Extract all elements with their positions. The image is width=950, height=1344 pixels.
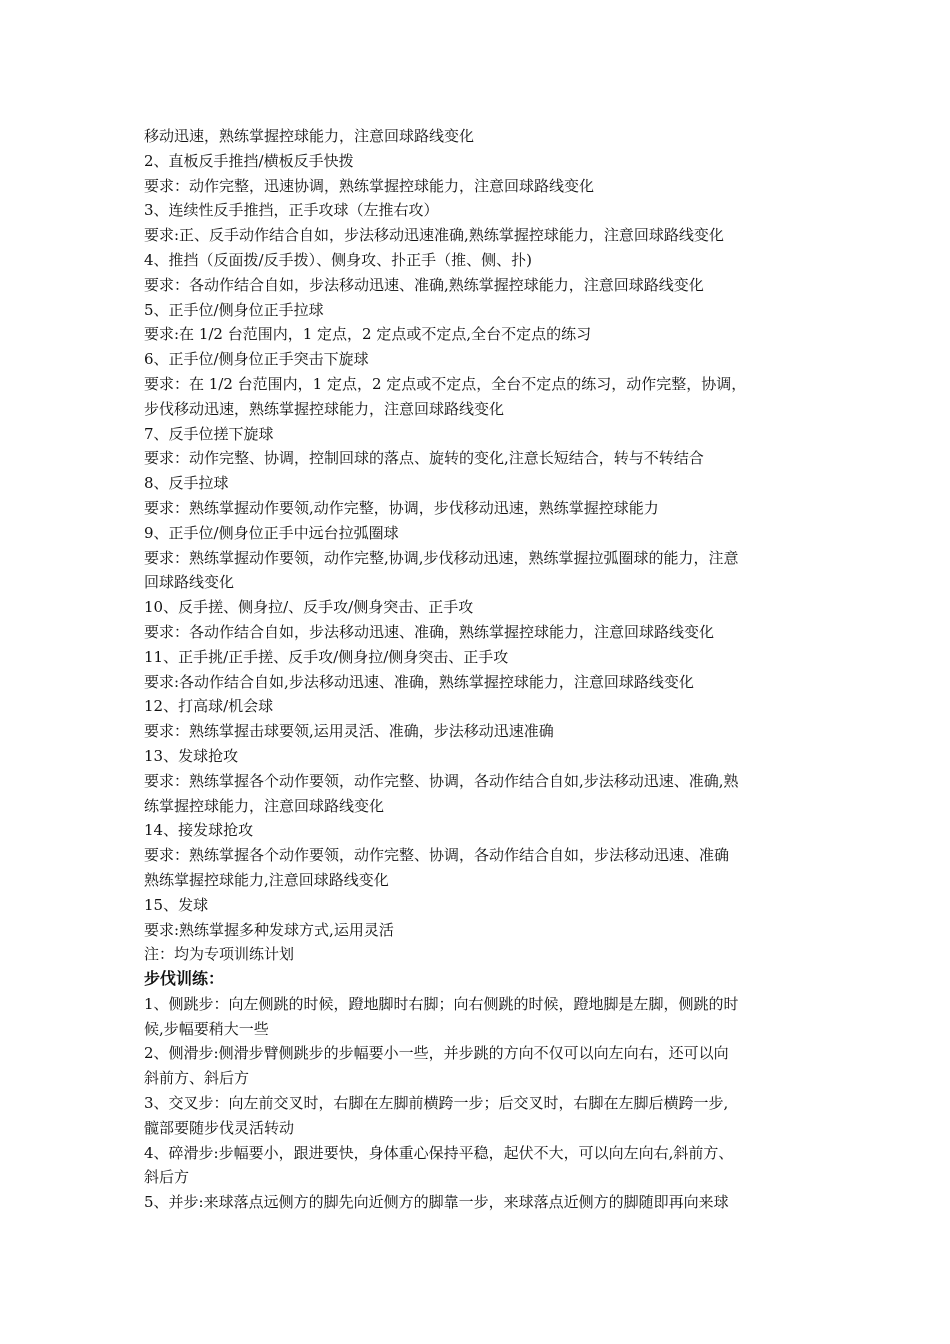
item-requirement: 要求：各动作结合自如，步法移动迅速、准确，熟练掌握控球能力，注意回球路线变化 <box>144 622 715 641</box>
step-item: 2、侧滑步:侧滑步臂侧跳步的步幅要小一些，并步跳的方向不仅可以向左向右，还可以向 <box>144 1044 729 1063</box>
item-requirement: 要求：各动作结合自如，步法移动迅速、准确,熟练掌握控球能力，注意回球路线变化 <box>144 275 704 294</box>
item-title: 3、连续性反手推挡，正手攻球（左推右攻） <box>144 201 439 220</box>
item-title: 13、发球抢攻 <box>144 746 239 765</box>
item-title: 4、推挡（反面拨/反手拨）、侧身攻、扑正手（推、侧、扑) <box>144 250 532 269</box>
item-requirement: 要求:正、反手动作结合自如，步法移动迅速准确,熟练掌握控球能力，注意回球路线变化 <box>144 226 724 245</box>
item-title: 9、正手位/侧身位正手中远台拉弧圈球 <box>144 523 399 542</box>
item-title: 14、接发球抢攻 <box>144 821 254 840</box>
step-item: 5、并步:来球落点远侧方的脚先向近侧方的脚靠一步，来球落点近侧方的脚随即再向来球 <box>144 1193 729 1212</box>
step-item-continued: 候,步幅要稍大一些 <box>144 1019 269 1038</box>
step-item-continued: 斜前方、斜后方 <box>144 1069 250 1088</box>
text-line: 移动迅速，熟练掌握控球能力，注意回球路线变化 <box>144 127 475 145</box>
item-requirement-continued: 练掌握控球能力，注意回球路线变化 <box>144 796 385 815</box>
item-requirement: 要求：熟练掌握各个动作要领，动作完整、协调，各动作结合自如,步法移动迅速、准确,熟 <box>144 771 739 790</box>
item-requirement: 要求：动作完整，迅速协调，熟练掌握控球能力，注意回球路线变化 <box>144 176 595 195</box>
item-title: 6、正手位/侧身位正手突击下旋球 <box>144 350 369 369</box>
item-title: 8、反手拉球 <box>144 474 229 493</box>
document-body <box>144 124 816 1215</box>
item-requirement: 要求：在 1/2 台范围内，1 定点，2 定点或不定点，全台不定点的练习，动作完整，协调， <box>144 374 747 393</box>
item-title: 12、打高球/机会球 <box>144 697 274 716</box>
item-title: 5、正手位/侧身位正手拉球 <box>144 300 324 319</box>
item-requirement-continued: 步伐移动迅速，熟练掌握控球能力，注意回球路线变化 <box>144 399 505 418</box>
step-item-continued: 髋部要随步伐灵活转动 <box>144 1118 295 1137</box>
item-requirement-continued: 熟练掌握控球能力,注意回球路线变化 <box>144 870 389 889</box>
item-requirement: 要求:在 1/2 台范围内，1 定点，2 定点或不定点,全台不定点的练习 <box>144 325 592 344</box>
item-requirement: 要求:各动作结合自如,步法移动迅速、准确，熟练掌握控球能力，注意回球路线变化 <box>144 672 694 691</box>
item-title: 11、正手挑/正手搓、反手攻/侧身拉/侧身突击、正手攻 <box>144 647 509 666</box>
step-item: 3、交叉步：向左前交叉时，右脚在左脚前横跨一步；后交叉时，右脚在左脚后横跨一步, <box>144 1094 729 1113</box>
step-item: 4、碎滑步:步幅要小，跟进要快，身体重心保持平稳，起伏不大，可以向左向右,斜前方、 <box>144 1143 734 1162</box>
note-line: 注：均为专项训练计划 <box>144 945 295 964</box>
step-item-continued: 斜后方 <box>144 1168 190 1187</box>
item-title: 10、反手搓、侧身拉/、反手攻/侧身突击、正手攻 <box>144 598 474 617</box>
item-title: 15、发球 <box>144 895 209 914</box>
item-requirement: 要求：熟练掌握动作要领,动作完整，协调，步伐移动迅速，熟练掌握控球能力 <box>144 498 659 517</box>
item-requirement: 要求:熟练掌握多种发球方式,运用灵活 <box>144 920 394 939</box>
item-requirement: 要求：熟练掌握动作要领，动作完整,协调,步伐移动迅速，熟练掌握拉弧圈球的能力，注意 <box>144 548 739 567</box>
item-title: 2、直板反手推挡/横板反手快拨 <box>144 151 354 170</box>
item-requirement: 要求：动作完整、协调，控制回球的落点、旋转的变化,注意长短结合，转与不转结合 <box>144 449 704 468</box>
step-item: 1、侧跳步：向左侧跳的时候，蹬地脚时右脚；向右侧跳的时候，蹬地脚是左脚，侧跳的时 <box>144 994 739 1013</box>
section-heading: 步伐训练： <box>144 969 225 989</box>
item-requirement-continued: 回球路线变化 <box>144 573 235 592</box>
item-requirement: 要求：熟练掌握各个动作要领，动作完整、协调，各动作结合自如，步法移动迅速、准确 <box>144 846 730 865</box>
item-requirement: 要求：熟练掌握击球要领,运用灵活、准确，步法移动迅速准确 <box>144 722 554 741</box>
item-title: 7、反手位搓下旋球 <box>144 424 274 443</box>
